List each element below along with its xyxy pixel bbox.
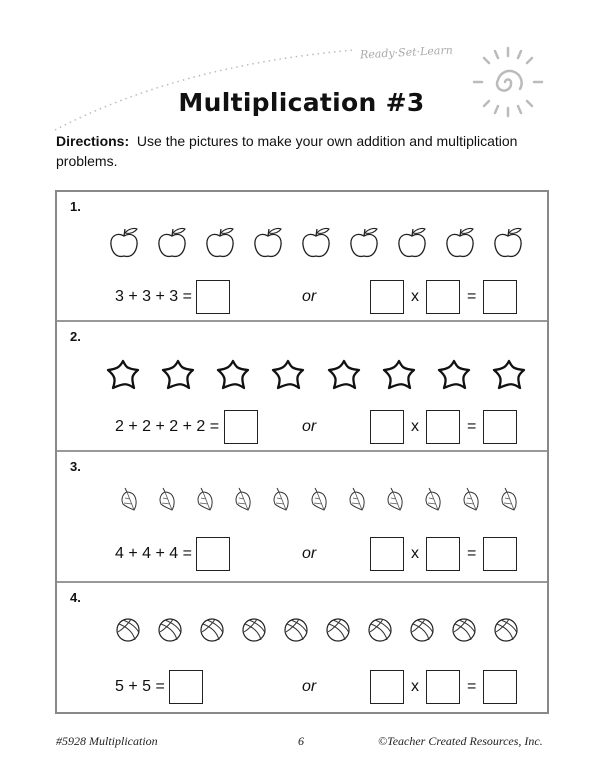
times-sign: x [411, 288, 419, 305]
page-number: 6 [298, 734, 304, 748]
star-icon [160, 358, 196, 397]
problem-4 [57, 581, 547, 714]
apple-icon [155, 226, 189, 265]
equals-sign: = [467, 678, 477, 695]
leaf-icon [499, 486, 519, 517]
product-box[interactable] [483, 670, 517, 704]
equals-sign: = [467, 418, 477, 435]
picture-row [107, 226, 525, 265]
leaf-icon [423, 486, 443, 517]
addition-equation [115, 537, 230, 571]
times-sign: x [411, 418, 419, 435]
addition-equation [115, 670, 203, 704]
star-icon [270, 358, 306, 397]
apple-icon [395, 226, 429, 265]
star-icon [326, 358, 362, 397]
answer-box[interactable] [224, 410, 258, 444]
directions-text: Use the pictures to make your own addition and multiplication problems. [56, 133, 518, 169]
factor-box[interactable] [426, 410, 460, 444]
problems-box [55, 190, 549, 714]
problem-3 [57, 450, 547, 583]
multiplication-equation [370, 537, 517, 571]
or-label: or [302, 288, 317, 305]
product-box[interactable] [483, 280, 517, 314]
addition-equation [115, 410, 258, 444]
star-icon [105, 358, 141, 397]
leaf-icon [157, 486, 177, 517]
problem-number: 1. [70, 199, 81, 214]
factor-box[interactable] [370, 537, 404, 571]
basketball-icon [409, 617, 435, 648]
answer-box[interactable] [196, 280, 230, 314]
leaf-icon [309, 486, 329, 517]
picture-row [119, 486, 519, 517]
addition-text: 4 + 4 + 4 = [115, 545, 192, 562]
multiplication-equation [370, 410, 517, 444]
star-icon [215, 358, 251, 397]
basketball-icon [241, 617, 267, 648]
leaf-icon [385, 486, 405, 517]
basketball-icon [325, 617, 351, 648]
brand-logo-text: Ready·Set·Learn [359, 43, 454, 62]
basketball-icon [115, 617, 141, 648]
factor-box[interactable] [370, 410, 404, 444]
star-icon [381, 358, 417, 397]
directions-label: Directions: [56, 133, 130, 149]
addition-equation [115, 280, 230, 314]
addition-text: 5 + 5 = [115, 678, 165, 695]
basketball-icon [367, 617, 393, 648]
leaf-icon [195, 486, 215, 517]
apple-icon [299, 226, 333, 265]
problem-2 [57, 320, 547, 452]
addition-text: 3 + 3 + 3 = [115, 288, 192, 305]
problem-1 [57, 192, 547, 320]
footer-copyright: ©Teacher Created Resources, Inc. [378, 734, 543, 748]
or-label: or [302, 418, 317, 435]
factor-box[interactable] [426, 537, 460, 571]
factor-box[interactable] [370, 280, 404, 314]
star-icon [491, 358, 527, 397]
basketball-icon [199, 617, 225, 648]
basketball-icon [283, 617, 309, 648]
factor-box[interactable] [370, 670, 404, 704]
equals-sign: = [467, 545, 477, 562]
equals-sign: = [467, 288, 477, 305]
multiplication-equation [370, 280, 517, 314]
apple-icon [443, 226, 477, 265]
or-label: or [302, 545, 317, 562]
leaf-icon [119, 486, 139, 517]
answer-box[interactable] [169, 670, 203, 704]
leaf-icon [347, 486, 367, 517]
problem-number: 3. [70, 459, 81, 474]
addition-text: 2 + 2 + 2 + 2 = [115, 418, 220, 435]
directions [56, 131, 556, 171]
times-sign: x [411, 678, 419, 695]
leaf-icon [271, 486, 291, 517]
problem-number: 4. [70, 590, 81, 605]
leaf-icon [461, 486, 481, 517]
or-label: or [302, 678, 317, 695]
apple-icon [107, 226, 141, 265]
factor-box[interactable] [426, 670, 460, 704]
star-icon [436, 358, 472, 397]
basketball-icon [157, 617, 183, 648]
leaf-icon [233, 486, 253, 517]
answer-box[interactable] [196, 537, 230, 571]
apple-icon [203, 226, 237, 265]
factor-box[interactable] [426, 280, 460, 314]
product-box[interactable] [483, 410, 517, 444]
picture-row [115, 617, 519, 648]
apple-icon [491, 226, 525, 265]
apple-icon [251, 226, 285, 265]
problem-number: 2. [70, 329, 81, 344]
times-sign: x [411, 545, 419, 562]
basketball-icon [451, 617, 477, 648]
picture-row [105, 358, 527, 397]
footer-book-title: #5928 Multiplication [56, 734, 158, 748]
product-box[interactable] [483, 537, 517, 571]
multiplication-equation [370, 670, 517, 704]
page-title: Multiplication #3 [178, 88, 425, 117]
basketball-icon [493, 617, 519, 648]
apple-icon [347, 226, 381, 265]
